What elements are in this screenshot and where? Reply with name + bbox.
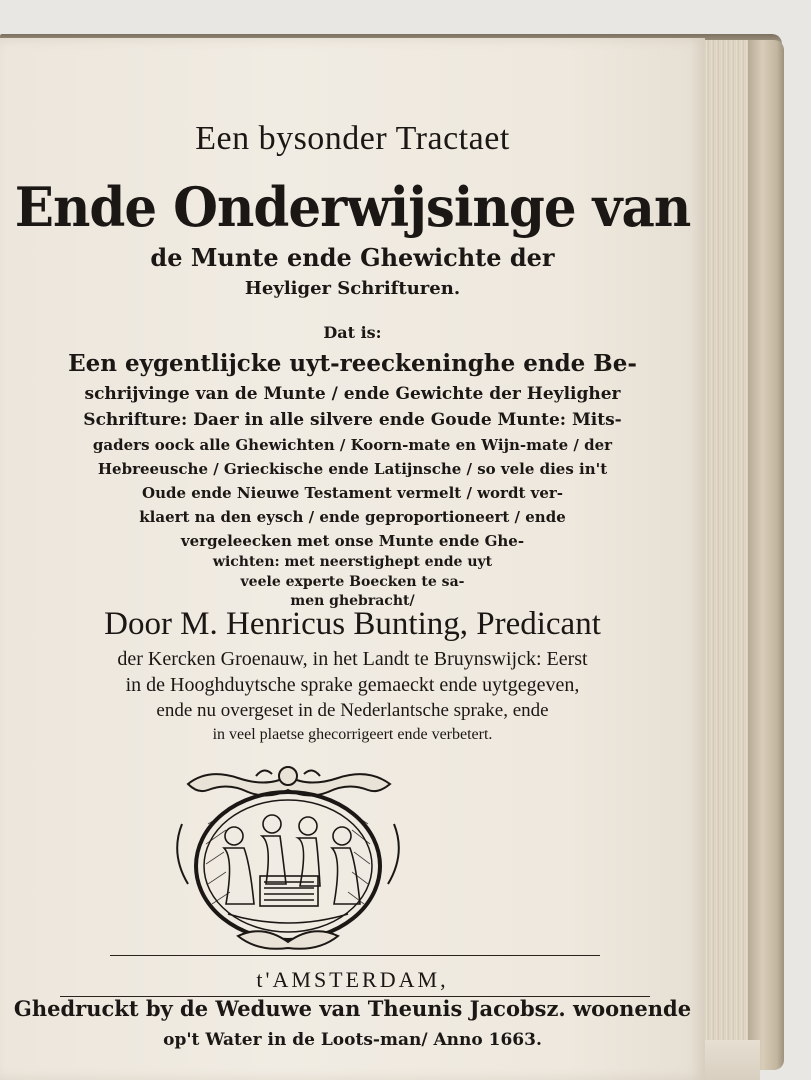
author-line: Door M. Henricus Bunting, Predicant [104, 606, 601, 642]
imprint-place: t'AMSTERDAM, [256, 967, 449, 992]
lead-line: vergeleecken met onse Munte ende Ghe- [180, 532, 525, 550]
author-detail: in de Hooghduytsche sprake gemaeckt ende uytgegeven, [125, 674, 580, 696]
lead-line: Oude ende Nieuwe Testament vermelt / wordt ver- [142, 484, 563, 502]
title-line-3: de Munte ende Ghewichte der [150, 243, 555, 272]
lead-line: Hebreeusche / Grieckische ende Latijnsche / so vele dies in't [97, 460, 608, 478]
title-line-4: Heyliger Schrifturen. [244, 278, 461, 299]
rule [110, 955, 600, 956]
author-detail: ende nu overgeset in de Nederlantsche sprake, ende [156, 700, 549, 721]
lead-line: Een eygentlijcke uyt-reeckeninghe ende Be- [68, 350, 637, 377]
title-line-1: Een bysonder Tractaet [195, 120, 510, 157]
lead-line: Schrifture: Daer in alle silvere ende Goude Munte: Mits- [83, 410, 622, 430]
lead-line: gaders oock alle Ghewichten / Koorn-mate en Wijn-mate / der [92, 436, 613, 454]
lead-line: klaert na den eysch / ende geproportioneert / ende [139, 508, 566, 526]
author-detail: in veel plaetse ghecorrigeert ende verbetert. [212, 726, 493, 743]
imprint-line-2: op't Water in de Loots-man/ Anno 1663. [163, 1030, 542, 1050]
author-detail: der Kercken Groenauw, in het Landt te Bruynswijck: Eerst [117, 648, 588, 670]
lead-line: men ghebracht/ [290, 593, 415, 609]
lead-line: wichten: met neerstighept ende uyt [212, 554, 493, 570]
title-page [0, 38, 705, 1080]
lead-line: schrijvinge van de Munte / ende Gewichte der Heyligher [84, 384, 621, 404]
imprint-line-1: Ghedruckt by de Weduwe van Theunis Jacobsz. woonende [13, 996, 692, 1021]
dat-is: Dat is: [323, 323, 382, 342]
lead-line: veele experte Boecken te sa- [240, 574, 465, 590]
book-cover-edge [748, 40, 784, 1070]
title-line-2: Ende Onderwijsinge van [14, 176, 691, 240]
printers-device-woodcut [168, 764, 408, 954]
